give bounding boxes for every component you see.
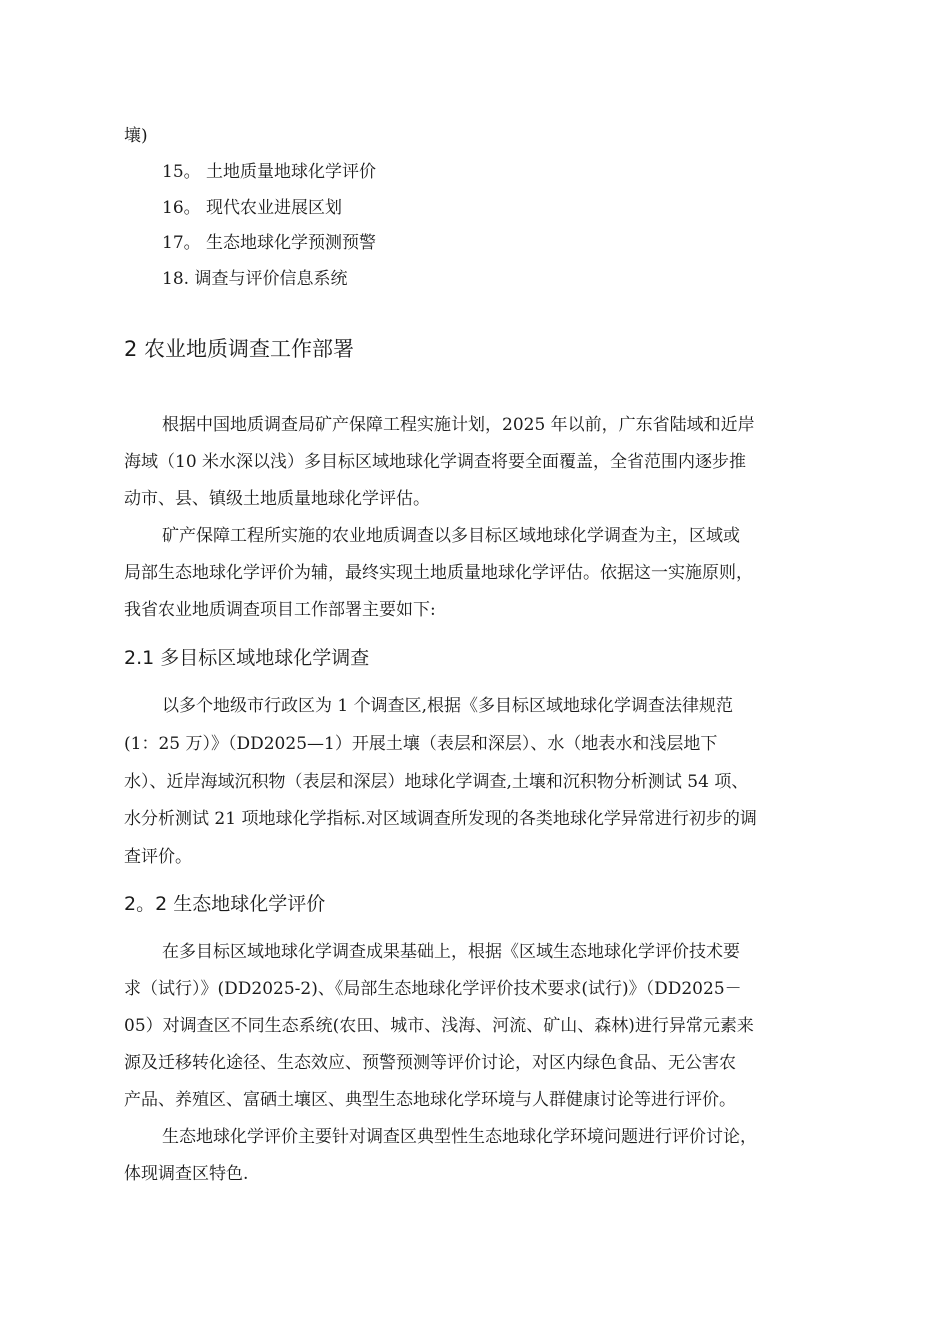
paragraph-line: 局部生态地球化学评价为辅，最终实现土地质量地球化学评估。依据这一实施原则， [124, 563, 753, 583]
paragraph-line: 水分析测试 21 项地球化学指标.对区域调查所发现的各类地球化学异常进行初步的调 [124, 809, 757, 829]
section-heading: 2 农业地质调查工作部署 [124, 337, 355, 361]
paragraph-line: 源及迁移转化途径、生态效应、预警预测等评价讨论，对区内绿色食品、无公害农 [124, 1053, 736, 1073]
paragraph-line: 05）对调查区不同生态系统(农田、城市、浅海、河流、矿山、森林)进行异常元素来 [124, 1016, 754, 1036]
paragraph-line: 动市、县、镇级土地质量地球化学评估。 [124, 489, 430, 509]
subsection-heading: 2.1 多目标区域地球化学调查 [124, 647, 370, 669]
list-item: 17。 生态地球化学预测预警 [162, 233, 377, 253]
list-item: 15。 土地质量地球化学评价 [162, 162, 377, 182]
paragraph-line: 求（试行）》(DD2025-2)、《局部生态地球化学评价技术要求(试行)》（DD2025－ [124, 979, 742, 999]
paragraph-line: 水）、近岸海域沉积物（表层和深层）地球化学调查,土壤和沉积物分析测试 54 项、 [124, 772, 749, 792]
paragraph-line: 体现调查区特色. [124, 1164, 249, 1184]
paragraph-line: 海域（10 米水深以浅）多目标区域地球化学调查将要全面覆盖，全省范围内逐步推 [124, 452, 747, 472]
paragraph-line: 产品、养殖区、富硒土壤区、典型生态地球化学环境与人群健康讨论等进行评价。 [124, 1090, 736, 1110]
paragraph-line: 我省农业地质调查项目工作部署主要如下: [124, 600, 436, 620]
paragraph-line: 根据中国地质调查局矿产保障工程实施计划，2025 年以前，广东省陆域和近岸 [162, 415, 755, 435]
list-item: 16。 现代农业进展区划 [162, 198, 343, 218]
paragraph-line: 矿产保障工程所实施的农业地质调查以多目标区域地球化学调查为主，区域或 [162, 526, 740, 546]
paragraph-line: 在多目标区域地球化学调查成果基础上，根据《区域生态地球化学评价技术要 [162, 942, 740, 962]
list-item: 18. 调查与评价信息系统 [162, 269, 348, 289]
paragraph-line: 查评价。 [124, 847, 192, 867]
paragraph-line: 生态地球化学评价主要针对调查区典型性生态地球化学环境问题进行评价讨论， [162, 1127, 757, 1147]
subsection-heading: 2。2 生态地球化学评价 [124, 893, 326, 915]
paragraph-line: (1：25 万）》（DD2025—1）开展土壤（表层和深层）、水（地表水和浅层地下 [124, 734, 718, 754]
continuation-text: 壤) [124, 126, 148, 146]
paragraph-line: 以多个地级市行政区为 1 个调查区,根据《多目标区域地球化学调查法律规范 [162, 696, 734, 716]
